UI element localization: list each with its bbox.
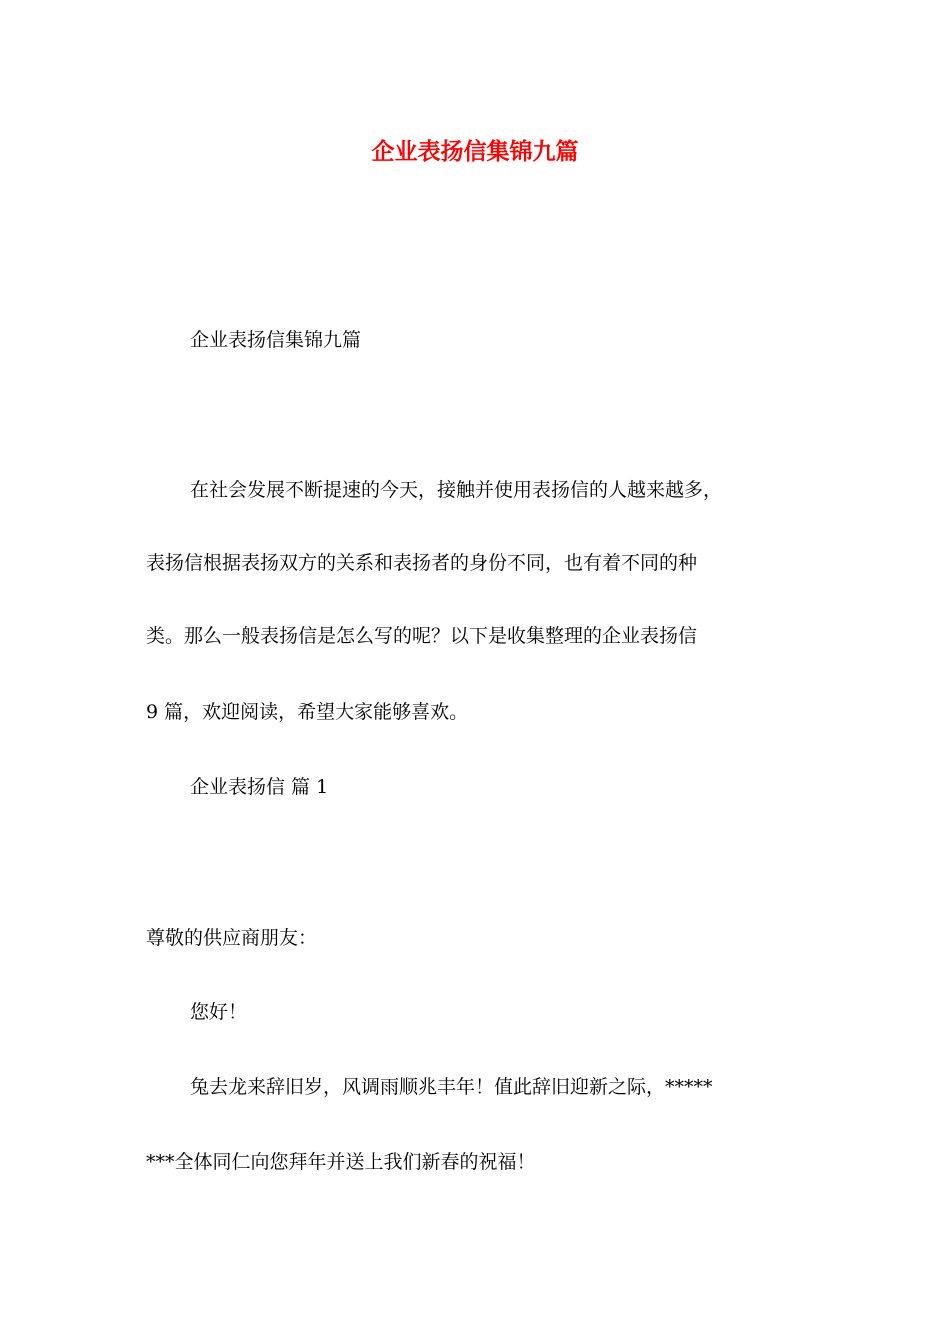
document-title: 企业表扬信集锦九篇 [371,138,579,165]
intro-line-2: 表扬信根据表扬双方的关系和表扬者的身份不同，也有着不同的种 [146,552,698,574]
salutation: 尊敬的供应商朋友： [146,927,318,949]
body-line-1: 兔去龙来辞旧岁，风调雨顺兆丰年！值此辞旧迎新之际，***** [190,1076,713,1098]
greeting: 您好！ [190,1001,248,1023]
intro-line-4: 9 篇，欢迎阅读，希望大家能够喜欢。 [146,701,469,723]
intro-line-3: 类。那么一般表扬信是怎么写的呢？以下是收集整理的企业表扬信 [146,625,698,647]
section-title: 企业表扬信 篇 1 [190,776,329,798]
body-line-2: ***全体同仁向您拜年并送上我们新春的祝福！ [146,1151,536,1173]
intro-line-1: 在社会发展不断提速的今天，接触并使用表扬信的人越来越多， [190,479,723,501]
document-heading: 企业表扬信集锦九篇 [190,329,362,351]
